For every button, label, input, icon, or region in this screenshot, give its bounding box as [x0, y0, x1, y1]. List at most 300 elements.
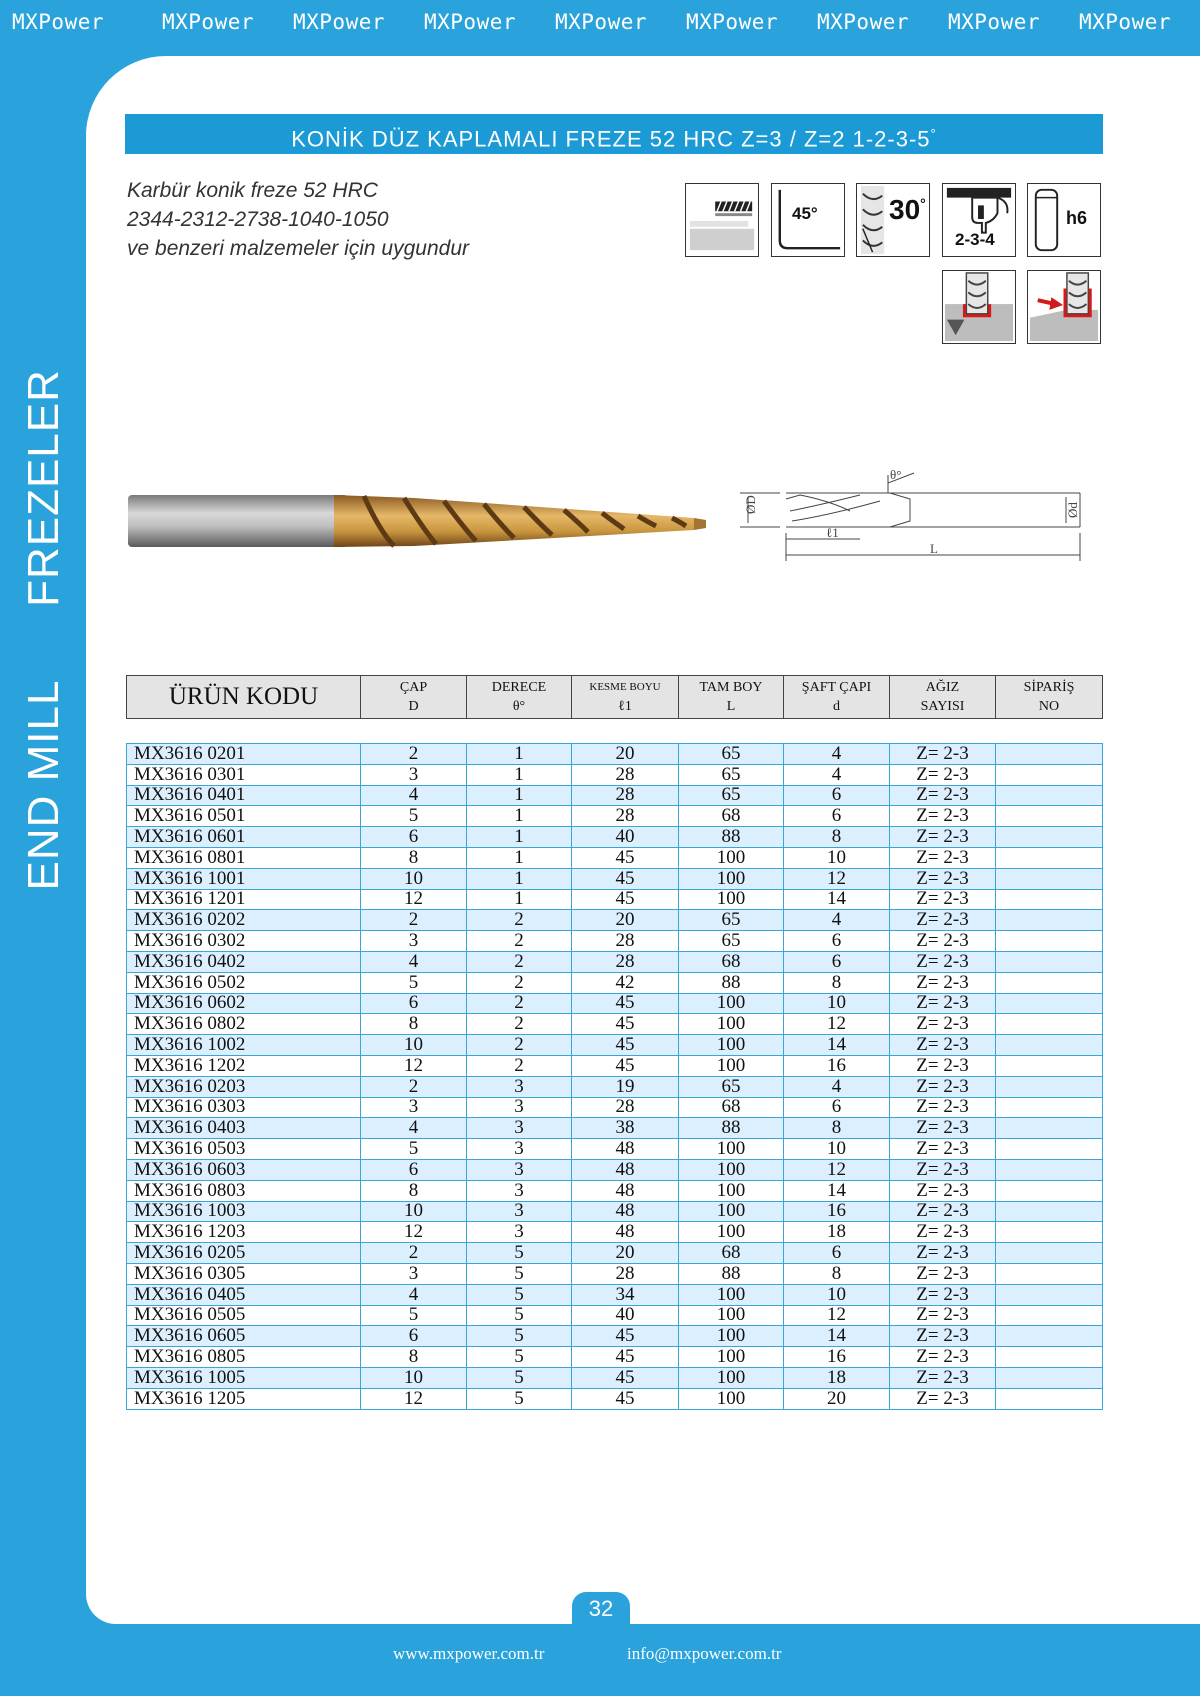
cell-flutes: Z= 2-3	[890, 1222, 996, 1243]
table-row	[127, 806, 1103, 827]
cell-angle: 3	[467, 1159, 572, 1180]
cell-total-length: 100	[679, 1180, 784, 1201]
header-kesme	[572, 676, 679, 719]
header-agiz	[890, 676, 996, 719]
page-title	[125, 114, 1103, 154]
cell-angle: 2	[467, 1055, 572, 1076]
header-line: TAM BOY	[699, 680, 763, 695]
cell-cut-length: 20	[572, 910, 679, 931]
cell-cut-length: 19	[572, 1076, 679, 1097]
header-line: ŞAFT ÇAPI	[801, 680, 872, 695]
cell-total-length: 88	[679, 972, 784, 993]
cell-code: MX3616 0603	[127, 1159, 361, 1180]
cell-order-no	[996, 785, 1103, 806]
cell-code: MX3616 0302	[127, 931, 361, 952]
cell-diameter: 5	[361, 972, 467, 993]
cell-total-length: 100	[679, 1305, 784, 1326]
brand-bar	[0, 0, 1200, 52]
table-row	[127, 764, 1103, 785]
cell-flutes: Z= 2-3	[890, 827, 996, 848]
cell-code: MX3616 0801	[127, 847, 361, 868]
cell-total-length: 100	[679, 1367, 784, 1388]
table-row	[127, 1388, 1103, 1409]
cell-flutes: Z= 2-3	[890, 1118, 996, 1139]
cell-diameter: 2	[361, 910, 467, 931]
header-line: NO	[1038, 699, 1060, 714]
cell-shank: 6	[784, 951, 890, 972]
header-line: d	[833, 699, 840, 714]
cell-flutes: Z= 2-3	[890, 1201, 996, 1222]
cell-shank: 6	[784, 1097, 890, 1118]
slot-milling-icon	[942, 270, 1016, 344]
cell-shank: 14	[784, 1180, 890, 1201]
cell-code: MX3616 0201	[127, 744, 361, 765]
cell-flutes: Z= 2-3	[890, 764, 996, 785]
cell-code: MX3616 0203	[127, 1076, 361, 1097]
cell-angle: 2	[467, 1035, 572, 1056]
cell-shank: 8	[784, 1118, 890, 1139]
cell-code: MX3616 0202	[127, 910, 361, 931]
cell-shank: 4	[784, 764, 890, 785]
table-header	[126, 675, 1103, 719]
cell-diameter: 5	[361, 1139, 467, 1160]
brand-text: MXPower	[293, 10, 386, 34]
header-line: ℓ1	[618, 699, 632, 714]
drawing-D-label: ØD	[743, 495, 758, 514]
cell-total-length: 88	[679, 827, 784, 848]
cell-cut-length: 20	[572, 744, 679, 765]
cell-angle: 1	[467, 847, 572, 868]
cell-shank: 6	[784, 785, 890, 806]
cell-diameter: 12	[361, 1055, 467, 1076]
header-saft	[784, 676, 890, 719]
cell-shank: 10	[784, 993, 890, 1014]
cell-angle: 1	[467, 827, 572, 848]
cell-cut-length: 28	[572, 951, 679, 972]
cell-cut-length: 28	[572, 1263, 679, 1284]
cell-cut-length: 20	[572, 1243, 679, 1264]
side-label-frezeler: FREZELER	[19, 369, 68, 607]
cell-flutes: Z= 2-3	[890, 972, 996, 993]
table-row	[127, 1305, 1103, 1326]
description-line: ve benzeri malzemeler için uygundur	[127, 237, 469, 260]
cell-angle: 5	[467, 1263, 572, 1284]
table-row	[127, 827, 1103, 848]
table-row	[127, 1243, 1103, 1264]
header-line: DERECE	[491, 680, 547, 695]
cell-shank: 4	[784, 744, 890, 765]
cell-total-length: 65	[679, 931, 784, 952]
cell-total-length: 100	[679, 1388, 784, 1409]
cell-total-length: 100	[679, 1035, 784, 1056]
cell-cut-length: 48	[572, 1222, 679, 1243]
cell-order-no	[996, 1035, 1103, 1056]
cell-order-no	[996, 847, 1103, 868]
cell-order-no	[996, 910, 1103, 931]
shank-tolerance-icon	[1027, 183, 1101, 257]
cell-cut-length: 28	[572, 806, 679, 827]
cell-flutes: Z= 2-3	[890, 1076, 996, 1097]
cell-total-length: 100	[679, 889, 784, 910]
header-line: θ°	[512, 699, 526, 714]
cell-angle: 1	[467, 889, 572, 910]
cell-shank: 8	[784, 827, 890, 848]
cell-diameter: 6	[361, 1326, 467, 1347]
cell-total-length: 100	[679, 1201, 784, 1222]
cell-angle: 1	[467, 785, 572, 806]
cell-code: MX3616 0401	[127, 785, 361, 806]
cell-total-length: 68	[679, 806, 784, 827]
cell-order-no	[996, 1014, 1103, 1035]
cell-code: MX3616 0601	[127, 827, 361, 848]
cell-shank: 18	[784, 1222, 890, 1243]
cell-cut-length: 42	[572, 972, 679, 993]
cell-cut-length: 45	[572, 889, 679, 910]
cell-total-length: 88	[679, 1118, 784, 1139]
cell-total-length: 68	[679, 1097, 784, 1118]
cell-angle: 5	[467, 1284, 572, 1305]
helix-label	[889, 194, 926, 226]
cell-code: MX3616 1002	[127, 1035, 361, 1056]
cell-code: MX3616 0602	[127, 993, 361, 1014]
cell-order-no	[996, 764, 1103, 785]
cell-shank: 16	[784, 1055, 890, 1076]
cell-code: MX3616 0305	[127, 1263, 361, 1284]
cell-order-no	[996, 1388, 1103, 1409]
header-cap	[361, 676, 467, 719]
cell-cut-length: 48	[572, 1180, 679, 1201]
cell-flutes: Z= 2-3	[890, 1014, 996, 1035]
table-row	[127, 1159, 1103, 1180]
cell-order-no	[996, 1201, 1103, 1222]
cell-order-no	[996, 1243, 1103, 1264]
cell-order-no	[996, 1284, 1103, 1305]
cell-angle: 5	[467, 1305, 572, 1326]
cell-cut-length: 45	[572, 1347, 679, 1368]
cell-total-length: 65	[679, 764, 784, 785]
cell-cut-length: 45	[572, 1367, 679, 1388]
cell-diameter: 8	[361, 847, 467, 868]
drawing-d-label: Ød	[1065, 502, 1080, 518]
cell-angle: 1	[467, 806, 572, 827]
cell-flutes: Z= 2-3	[890, 1097, 996, 1118]
helix-value: 30	[889, 194, 921, 225]
cell-angle: 3	[467, 1222, 572, 1243]
cell-diameter: 10	[361, 1035, 467, 1056]
drawing-L-label: L	[930, 541, 938, 556]
cell-flutes: Z= 2-3	[890, 1388, 996, 1409]
cell-cut-length: 34	[572, 1284, 679, 1305]
cell-shank: 14	[784, 1035, 890, 1056]
cell-total-length: 100	[679, 1326, 784, 1347]
cell-code: MX3616 1001	[127, 868, 361, 889]
cell-shank: 16	[784, 1347, 890, 1368]
cell-shank: 14	[784, 889, 890, 910]
cell-total-length: 100	[679, 1222, 784, 1243]
cell-shank: 14	[784, 1326, 890, 1347]
cell-order-no	[996, 993, 1103, 1014]
cell-diameter: 6	[361, 993, 467, 1014]
table-row	[127, 1139, 1103, 1160]
cell-diameter: 5	[361, 1305, 467, 1326]
table-row	[127, 1222, 1103, 1243]
cell-code: MX3616 0502	[127, 972, 361, 993]
cell-flutes: Z= 2-3	[890, 993, 996, 1014]
cell-order-no	[996, 1326, 1103, 1347]
cell-cut-length: 45	[572, 847, 679, 868]
cell-code: MX3616 1005	[127, 1367, 361, 1388]
cell-diameter: 8	[361, 1347, 467, 1368]
cell-shank: 12	[784, 1305, 890, 1326]
chamfer-label: 45°	[792, 204, 818, 223]
cell-shank: 8	[784, 1263, 890, 1284]
cell-total-length: 100	[679, 993, 784, 1014]
header-line: L	[726, 699, 736, 714]
cell-angle: 1	[467, 744, 572, 765]
cell-diameter: 2	[361, 744, 467, 765]
cell-shank: 6	[784, 931, 890, 952]
product-description	[127, 176, 469, 263]
cell-shank: 4	[784, 1076, 890, 1097]
table-row	[127, 993, 1103, 1014]
cell-order-no	[996, 1180, 1103, 1201]
cell-angle: 1	[467, 764, 572, 785]
cell-order-no	[996, 972, 1103, 993]
cell-angle: 2	[467, 993, 572, 1014]
cell-code: MX3616 0501	[127, 806, 361, 827]
cell-flutes: Z= 2-3	[890, 868, 996, 889]
cell-order-no	[996, 1118, 1103, 1139]
cell-shank: 16	[784, 1201, 890, 1222]
cell-diameter: 4	[361, 951, 467, 972]
table-row	[127, 1284, 1103, 1305]
cell-diameter: 4	[361, 1118, 467, 1139]
side-label-end-mill: END MILL	[19, 679, 68, 891]
cell-diameter: 12	[361, 1222, 467, 1243]
cell-shank: 12	[784, 868, 890, 889]
table-row	[127, 1347, 1103, 1368]
cell-total-length: 100	[679, 1347, 784, 1368]
cell-angle: 1	[467, 868, 572, 889]
brand-text: MXPower	[12, 10, 105, 34]
cell-angle: 5	[467, 1347, 572, 1368]
cell-angle: 2	[467, 931, 572, 952]
flutes-label: 2-3-4	[955, 230, 995, 249]
brand-text: MXPower	[1079, 10, 1172, 34]
table-row	[127, 931, 1103, 952]
table-row	[127, 972, 1103, 993]
drawing-l1-label: ℓ1	[826, 525, 839, 540]
product-table	[126, 743, 1103, 1410]
cell-angle: 3	[467, 1201, 572, 1222]
cell-cut-length: 28	[572, 785, 679, 806]
cell-code: MX3616 1205	[127, 1388, 361, 1409]
cell-shank: 20	[784, 1388, 890, 1409]
cell-cut-length: 28	[572, 931, 679, 952]
cell-order-no	[996, 1305, 1103, 1326]
cell-code: MX3616 0301	[127, 764, 361, 785]
cell-diameter: 5	[361, 806, 467, 827]
header-line: KESME BOYU	[589, 681, 661, 693]
cell-total-length: 100	[679, 847, 784, 868]
tolerance-label: h6	[1066, 208, 1088, 228]
cell-total-length: 100	[679, 1055, 784, 1076]
header-derece	[467, 676, 572, 719]
brand-text: MXPower	[162, 10, 255, 34]
header-code: ÜRÜN KODU	[127, 676, 361, 719]
cell-angle: 2	[467, 1014, 572, 1035]
cell-cut-length: 45	[572, 1055, 679, 1076]
cell-code: MX3616 0802	[127, 1014, 361, 1035]
coating-icon	[685, 183, 759, 257]
cell-angle: 5	[467, 1388, 572, 1409]
cell-code: MX3616 0605	[127, 1326, 361, 1347]
cell-angle: 5	[467, 1367, 572, 1388]
cell-total-length: 65	[679, 1076, 784, 1097]
table-row	[127, 868, 1103, 889]
cell-total-length: 100	[679, 1139, 784, 1160]
cell-code: MX3616 1203	[127, 1222, 361, 1243]
brand-text: MXPower	[555, 10, 648, 34]
table-row	[127, 910, 1103, 931]
table-row	[127, 785, 1103, 806]
cell-flutes: Z= 2-3	[890, 1055, 996, 1076]
table-row	[127, 1180, 1103, 1201]
cell-flutes: Z= 2-3	[890, 1159, 996, 1180]
cell-shank: 6	[784, 1243, 890, 1264]
cell-order-no	[996, 744, 1103, 765]
table-row	[127, 951, 1103, 972]
header-line: SİPARİŞ	[1023, 680, 1075, 695]
table-row	[127, 1097, 1103, 1118]
brand-text: MXPower	[948, 10, 1041, 34]
cell-diameter: 12	[361, 889, 467, 910]
cell-cut-length: 40	[572, 827, 679, 848]
cell-angle: 2	[467, 910, 572, 931]
description-line: Karbür konik freze 52 HRC	[127, 179, 378, 202]
table-row	[127, 1035, 1103, 1056]
cell-total-length: 100	[679, 1159, 784, 1180]
end-mill-photo	[124, 470, 724, 580]
cell-flutes: Z= 2-3	[890, 1326, 996, 1347]
cell-code: MX3616 0505	[127, 1305, 361, 1326]
cell-flutes: Z= 2-3	[890, 1367, 996, 1388]
cell-flutes: Z= 2-3	[890, 951, 996, 972]
cell-order-no	[996, 951, 1103, 972]
cell-shank: 10	[784, 1284, 890, 1305]
cell-total-length: 100	[679, 1014, 784, 1035]
cell-total-length: 65	[679, 910, 784, 931]
cell-order-no	[996, 868, 1103, 889]
header-line: D	[408, 699, 419, 714]
cell-order-no	[996, 889, 1103, 910]
cell-code: MX3616 1202	[127, 1055, 361, 1076]
cell-cut-length: 45	[572, 1014, 679, 1035]
cell-angle: 3	[467, 1180, 572, 1201]
cell-shank: 12	[784, 1159, 890, 1180]
cell-angle: 3	[467, 1139, 572, 1160]
cell-total-length: 68	[679, 951, 784, 972]
cell-code: MX3616 1003	[127, 1201, 361, 1222]
cell-shank: 8	[784, 972, 890, 993]
header-siparis	[996, 676, 1103, 719]
cell-diameter: 3	[361, 931, 467, 952]
cell-order-no	[996, 1347, 1103, 1368]
cell-total-length: 100	[679, 868, 784, 889]
header-tamboy	[679, 676, 784, 719]
cell-flutes: Z= 2-3	[890, 744, 996, 765]
cell-flutes: Z= 2-3	[890, 1284, 996, 1305]
footer-email[interactable]: info@mxpower.com.tr	[627, 1644, 782, 1663]
cell-diameter: 2	[361, 1076, 467, 1097]
cell-cut-length: 28	[572, 764, 679, 785]
cell-angle: 3	[467, 1097, 572, 1118]
cell-flutes: Z= 2-3	[890, 931, 996, 952]
table-row	[127, 1367, 1103, 1388]
table-row	[127, 1326, 1103, 1347]
cell-shank: 4	[784, 910, 890, 931]
cell-order-no	[996, 1367, 1103, 1388]
cell-flutes: Z= 2-3	[890, 1035, 996, 1056]
cell-flutes: Z= 2-3	[890, 1263, 996, 1284]
cell-cut-length: 48	[572, 1159, 679, 1180]
cell-cut-length: 45	[572, 1326, 679, 1347]
cell-diameter: 6	[361, 1159, 467, 1180]
cell-cut-length: 45	[572, 868, 679, 889]
cell-diameter: 10	[361, 1367, 467, 1388]
cell-code: MX3616 0303	[127, 1097, 361, 1118]
cell-order-no	[996, 1139, 1103, 1160]
cell-diameter: 3	[361, 1263, 467, 1284]
cell-angle: 2	[467, 972, 572, 993]
drawing-theta-label: θ°	[890, 467, 902, 482]
cell-flutes: Z= 2-3	[890, 1347, 996, 1368]
header-line: ÇAP	[399, 680, 428, 695]
cell-angle: 5	[467, 1243, 572, 1264]
cell-cut-length: 40	[572, 1305, 679, 1326]
cell-flutes: Z= 2-3	[890, 847, 996, 868]
cell-cut-length: 48	[572, 1201, 679, 1222]
table-row	[127, 744, 1103, 765]
cell-order-no	[996, 1055, 1103, 1076]
cell-order-no	[996, 1263, 1103, 1284]
footer-website[interactable]: www.mxpower.com.tr	[393, 1644, 545, 1663]
cell-code: MX3616 0803	[127, 1180, 361, 1201]
title-degree: °	[930, 126, 937, 141]
cell-cut-length: 45	[572, 1388, 679, 1409]
cell-diameter: 6	[361, 827, 467, 848]
cell-shank: 10	[784, 847, 890, 868]
header-line: AĞIZ	[925, 680, 960, 695]
cell-angle: 3	[467, 1118, 572, 1139]
cell-code: MX3616 1201	[127, 889, 361, 910]
cell-code: MX3616 0205	[127, 1243, 361, 1264]
description-line: 2344-2312-2738-1040-1050	[127, 208, 389, 231]
cell-diameter: 2	[361, 1243, 467, 1264]
flute-count-icon	[942, 183, 1016, 257]
cell-total-length: 68	[679, 1243, 784, 1264]
helix-degree: °	[920, 195, 926, 212]
side-milling-icon	[1027, 270, 1101, 344]
cell-flutes: Z= 2-3	[890, 910, 996, 931]
cell-shank: 12	[784, 1014, 890, 1035]
cell-code: MX3616 0402	[127, 951, 361, 972]
cell-diameter: 8	[361, 1014, 467, 1035]
cell-diameter: 4	[361, 1284, 467, 1305]
table-row	[127, 1014, 1103, 1035]
cell-flutes: Z= 2-3	[890, 785, 996, 806]
cell-order-no	[996, 1097, 1103, 1118]
